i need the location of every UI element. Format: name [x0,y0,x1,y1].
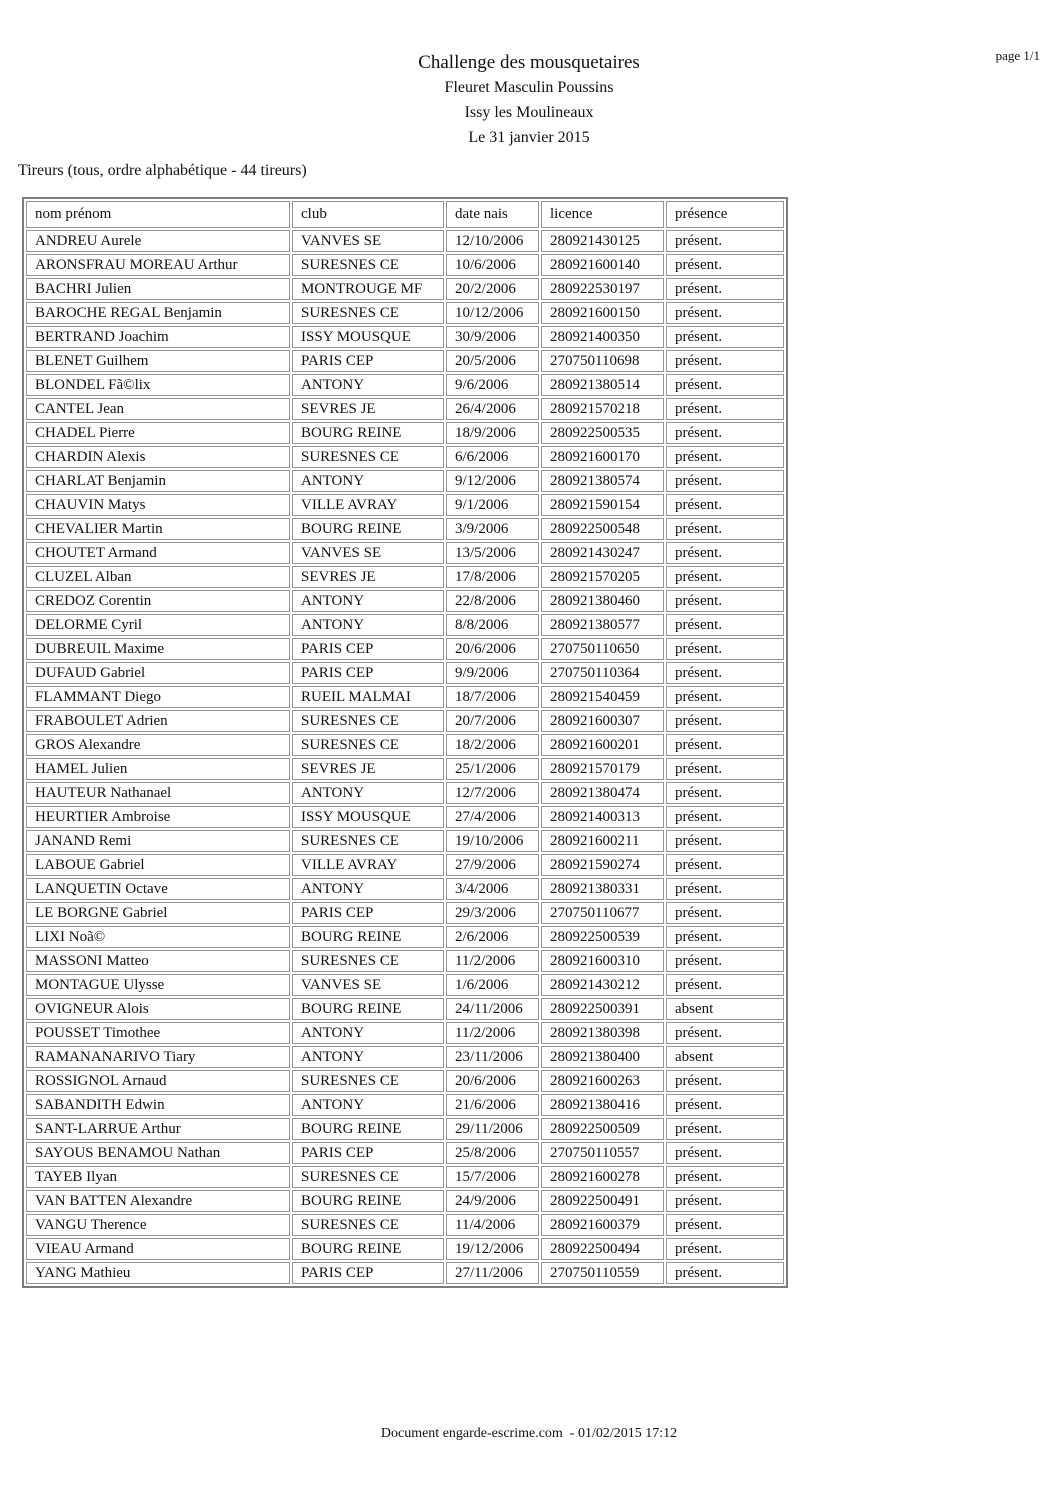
table-row [26,326,784,348]
name-cell: SABANDITH Edwin [26,1094,290,1116]
presence-cell: présent. [666,350,784,372]
name-cell: CHAUVIN Matys [26,494,290,516]
presence-cell: présent. [666,278,784,300]
name-cell: LABOUE Gabriel [26,854,290,876]
club-cell: BOURG REINE [292,518,444,540]
birth-cell: 12/10/2006 [446,230,539,252]
table-row [26,974,784,996]
presence-cell: présent. [666,1094,784,1116]
document-subtitle-date: Le 31 janvier 2015 [468,129,590,146]
birth-cell: 24/9/2006 [446,1190,539,1212]
club-cell: VANVES SE [292,230,444,252]
document-subtitle-location: Issy les Moulineaux [464,104,594,121]
table-row [26,902,784,924]
birth-cell: 9/9/2006 [446,662,539,684]
birth-cell: 2/6/2006 [446,926,539,948]
name-cell: VAN BATTEN Alexandre [26,1190,290,1212]
birth-cell: 18/7/2006 [446,686,539,708]
column-header-licence: licence [541,201,664,228]
presence-cell: présent. [666,1022,784,1044]
birth-cell: 22/8/2006 [446,590,539,612]
presence-cell: présent. [666,806,784,828]
table-row [26,302,784,324]
presence-cell: présent. [666,974,784,996]
name-cell: LE BORGNE Gabriel [26,902,290,924]
table-row [26,1214,784,1236]
name-cell: BAROCHE REGAL Benjamin [26,302,290,324]
birth-cell: 9/1/2006 [446,494,539,516]
name-cell: YANG Mathieu [26,1262,290,1284]
club-cell: SURESNES CE [292,830,444,852]
club-cell: SEVRES JE [292,566,444,588]
table-row [26,854,784,876]
club-cell: ANTONY [292,1022,444,1044]
licence-cell: 280922500491 [541,1190,664,1212]
club-cell: ANTONY [292,374,444,396]
birth-cell: 12/7/2006 [446,782,539,804]
birth-cell: 3/9/2006 [446,518,539,540]
name-cell: BLONDEL Fã©lix [26,374,290,396]
birth-cell: 17/8/2006 [446,566,539,588]
birth-cell: 20/5/2006 [446,350,539,372]
licence-cell: 280921400350 [541,326,664,348]
column-header-presence: présence [666,201,784,228]
table-row [26,1166,784,1188]
club-cell: SURESNES CE [292,1214,444,1236]
licence-cell: 280921600150 [541,302,664,324]
licence-cell: 280921590154 [541,494,664,516]
document-subtitle-category: Fleuret Masculin Poussins [444,79,614,96]
name-cell: ANDREU Aurele [26,230,290,252]
birth-cell: 20/2/2006 [446,278,539,300]
name-cell: POUSSET Timothee [26,1022,290,1044]
licence-cell: 280921570218 [541,398,664,420]
presence-cell: présent. [666,734,784,756]
licence-cell: 280922500509 [541,1118,664,1140]
licence-cell: 280921380514 [541,374,664,396]
name-cell: CHOUTET Armand [26,542,290,564]
club-cell: BOURG REINE [292,926,444,948]
table-row [26,446,784,468]
name-cell: GROS Alexandre [26,734,290,756]
column-header-name: nom prénom [26,201,290,228]
club-cell: ANTONY [292,878,444,900]
name-cell: CHEVALIER Martin [26,518,290,540]
name-cell: DUFAUD Gabriel [26,662,290,684]
licence-cell: 280921380331 [541,878,664,900]
club-cell: BOURG REINE [292,998,444,1020]
club-cell: SURESNES CE [292,254,444,276]
licence-cell: 280921600211 [541,830,664,852]
licence-cell: 270750110698 [541,350,664,372]
licence-cell: 280921380577 [541,614,664,636]
table-row [26,230,784,252]
table-row [26,1142,784,1164]
licence-cell: 280922500494 [541,1238,664,1260]
name-cell: HEURTIER Ambroise [26,806,290,828]
birth-cell: 29/11/2006 [446,1118,539,1140]
birth-cell: 27/11/2006 [446,1262,539,1284]
club-cell: PARIS CEP [292,1262,444,1284]
presence-cell: présent. [666,254,784,276]
licence-cell: 280921380474 [541,782,664,804]
table-row [26,350,784,372]
table-row [26,1190,784,1212]
table-row [26,566,784,588]
name-cell: JANAND Remi [26,830,290,852]
licence-cell: 280921600310 [541,950,664,972]
club-cell: ANTONY [292,1046,444,1068]
birth-cell: 1/6/2006 [446,974,539,996]
club-cell: SURESNES CE [292,710,444,732]
licence-cell: 280921600170 [541,446,664,468]
presence-cell: présent. [666,614,784,636]
table-row [26,398,784,420]
presence-cell: présent. [666,662,784,684]
table-row [26,710,784,732]
birth-cell: 30/9/2006 [446,326,539,348]
table-row [26,1070,784,1092]
table-row [26,782,784,804]
birth-cell: 9/12/2006 [446,470,539,492]
presence-cell: présent. [666,950,784,972]
licence-cell: 280921400313 [541,806,664,828]
club-cell: BOURG REINE [292,422,444,444]
licence-cell: 280921430212 [541,974,664,996]
licence-cell: 270750110557 [541,1142,664,1164]
club-cell: SEVRES JE [292,758,444,780]
licence-cell: 270750110677 [541,902,664,924]
presence-cell: présent. [666,1190,784,1212]
club-cell: BOURG REINE [292,1238,444,1260]
presence-cell: présent. [666,590,784,612]
name-cell: BLENET Guilhem [26,350,290,372]
birth-cell: 9/6/2006 [446,374,539,396]
table-row [26,422,784,444]
licence-cell: 280922500391 [541,998,664,1020]
name-cell: BACHRI Julien [26,278,290,300]
licence-cell: 280921600263 [541,1070,664,1092]
table-row [26,758,784,780]
name-cell: OVIGNEUR Alois [26,998,290,1020]
club-cell: SURESNES CE [292,446,444,468]
table-row [26,1238,784,1260]
licence-cell: 280921590274 [541,854,664,876]
club-cell: PARIS CEP [292,902,444,924]
page-number: page 1/1 [995,48,1040,63]
presence-cell: présent. [666,854,784,876]
table-row [26,518,784,540]
licence-cell: 280921600278 [541,1166,664,1188]
birth-cell: 27/4/2006 [446,806,539,828]
presence-cell: présent. [666,374,784,396]
birth-cell: 8/8/2006 [446,614,539,636]
table-row [26,1046,784,1068]
name-cell: FLAMMANT Diego [26,686,290,708]
name-cell: SAYOUS BENAMOU Nathan [26,1142,290,1164]
table-row [26,686,784,708]
club-cell: ISSY MOUSQUE [292,806,444,828]
birth-cell: 20/6/2006 [446,638,539,660]
licence-cell: 270750110364 [541,662,664,684]
presence-cell: présent. [666,638,784,660]
name-cell: TAYEB Ilyan [26,1166,290,1188]
birth-cell: 25/1/2006 [446,758,539,780]
name-cell: ROSSIGNOL Arnaud [26,1070,290,1092]
name-cell: MONTAGUE Ulysse [26,974,290,996]
birth-cell: 21/6/2006 [446,1094,539,1116]
birth-cell: 18/9/2006 [446,422,539,444]
name-cell: DUBREUIL Maxime [26,638,290,660]
name-cell: FRABOULET Adrien [26,710,290,732]
birth-cell: 3/4/2006 [446,878,539,900]
club-cell: MONTROUGE MF [292,278,444,300]
club-cell: VANVES SE [292,542,444,564]
presence-cell: présent. [666,470,784,492]
club-cell: ANTONY [292,782,444,804]
presence-cell: présent. [666,1214,784,1236]
name-cell: LANQUETIN Octave [26,878,290,900]
presence-cell: présent. [666,566,784,588]
club-cell: PARIS CEP [292,1142,444,1164]
licence-cell: 280921380400 [541,1046,664,1068]
table-row [26,1022,784,1044]
document-title: Challenge des mousquetaires [418,52,640,73]
birth-cell: 24/11/2006 [446,998,539,1020]
presence-cell: présent. [666,494,784,516]
presence-cell: présent. [666,518,784,540]
licence-cell: 280921430125 [541,230,664,252]
licence-cell: 280922500535 [541,422,664,444]
table-row [26,254,784,276]
table-row [26,1262,784,1284]
table-row [26,950,784,972]
name-cell: VIEAU Armand [26,1238,290,1260]
club-cell: RUEIL MALMAI [292,686,444,708]
club-cell: SURESNES CE [292,1166,444,1188]
column-header-birth: date nais [446,201,539,228]
club-cell: BOURG REINE [292,1190,444,1212]
presence-cell: présent. [666,782,784,804]
presence-cell: présent. [666,1166,784,1188]
name-cell: CHADEL Pierre [26,422,290,444]
club-cell: PARIS CEP [292,350,444,372]
club-cell: SURESNES CE [292,734,444,756]
birth-cell: 13/5/2006 [446,542,539,564]
club-cell: SEVRES JE [292,398,444,420]
presence-cell: absent [666,1046,784,1068]
club-cell: PARIS CEP [292,638,444,660]
club-cell: ANTONY [292,470,444,492]
name-cell: ARONSFRAU MOREAU Arthur [26,254,290,276]
presence-cell: présent. [666,1142,784,1164]
presence-cell: présent. [666,446,784,468]
presence-cell: présent. [666,758,784,780]
licence-cell: 280921380398 [541,1022,664,1044]
name-cell: LIXI Noã© [26,926,290,948]
presence-cell: présent. [666,230,784,252]
club-cell: ANTONY [292,614,444,636]
club-cell: ANTONY [292,590,444,612]
table-row [26,926,784,948]
licence-cell: 280921600140 [541,254,664,276]
name-cell: HAMEL Julien [26,758,290,780]
club-cell: VILLE AVRAY [292,854,444,876]
table-row [26,638,784,660]
table-row [26,374,784,396]
table-header-row [26,201,784,228]
birth-cell: 29/3/2006 [446,902,539,924]
licence-cell: 280921380574 [541,470,664,492]
birth-cell: 15/7/2006 [446,1166,539,1188]
club-cell: SURESNES CE [292,950,444,972]
name-cell: VANGU Therence [26,1214,290,1236]
table-row [26,278,784,300]
presence-cell: présent. [666,1118,784,1140]
birth-cell: 10/6/2006 [446,254,539,276]
presence-cell: présent. [666,1070,784,1092]
birth-cell: 25/8/2006 [446,1142,539,1164]
licence-cell: 280921570205 [541,566,664,588]
table-row [26,590,784,612]
presence-cell: absent [666,998,784,1020]
presence-cell: présent. [666,326,784,348]
table-row [26,1118,784,1140]
table-row [26,662,784,684]
licence-cell: 280922530197 [541,278,664,300]
name-cell: SANT-LARRUE Arthur [26,1118,290,1140]
table-row [26,998,784,1020]
table-row [26,734,784,756]
birth-cell: 27/9/2006 [446,854,539,876]
presence-cell: présent. [666,1238,784,1260]
presence-cell: présent. [666,686,784,708]
licence-cell: 280922500539 [541,926,664,948]
licence-cell: 270750110650 [541,638,664,660]
table-row [26,614,784,636]
name-cell: CLUZEL Alban [26,566,290,588]
birth-cell: 11/4/2006 [446,1214,539,1236]
licence-cell: 270750110559 [541,1262,664,1284]
table-row [26,494,784,516]
footer-text: Document engarde-escrime.com - 01/02/2015 17:12 [380,1426,678,1441]
birth-cell: 6/6/2006 [446,446,539,468]
table-row [26,470,784,492]
birth-cell: 19/12/2006 [446,1238,539,1260]
club-cell: PARIS CEP [292,662,444,684]
birth-cell: 18/2/2006 [446,734,539,756]
presence-cell: présent. [666,878,784,900]
name-cell: MASSONI Matteo [26,950,290,972]
birth-cell: 11/2/2006 [446,1022,539,1044]
table-row [26,806,784,828]
name-cell: DELORME Cyril [26,614,290,636]
birth-cell: 10/12/2006 [446,302,539,324]
club-cell: SURESNES CE [292,302,444,324]
name-cell: HAUTEUR Nathanael [26,782,290,804]
licence-cell: 280921540459 [541,686,664,708]
name-cell: BERTRAND Joachim [26,326,290,348]
table-row [26,830,784,852]
table-row [26,542,784,564]
licence-cell: 280921380416 [541,1094,664,1116]
birth-cell: 11/2/2006 [446,950,539,972]
presence-cell: présent. [666,1262,784,1284]
birth-cell: 20/6/2006 [446,1070,539,1092]
club-cell: VANVES SE [292,974,444,996]
fencers-table [22,197,788,1288]
licence-cell: 280921600379 [541,1214,664,1236]
licence-cell: 280922500548 [541,518,664,540]
title-block [0,50,1058,150]
name-cell: CHARLAT Benjamin [26,470,290,492]
club-cell: VILLE AVRAY [292,494,444,516]
licence-cell: 280921380460 [541,590,664,612]
birth-cell: 19/10/2006 [446,830,539,852]
presence-cell: présent. [666,926,784,948]
club-cell: SURESNES CE [292,1070,444,1092]
presence-cell: présent. [666,902,784,924]
licence-cell: 280921600307 [541,710,664,732]
name-cell: CHARDIN Alexis [26,446,290,468]
name-cell: CANTEL Jean [26,398,290,420]
presence-cell: présent. [666,710,784,732]
birth-cell: 20/7/2006 [446,710,539,732]
licence-cell: 280921600201 [541,734,664,756]
table-row [26,1094,784,1116]
presence-cell: présent. [666,422,784,444]
club-cell: ANTONY [292,1094,444,1116]
name-cell: RAMANANARIVO Tiary [26,1046,290,1068]
name-cell: CREDOZ Corentin [26,590,290,612]
section-heading: Tireurs (tous, ordre alphabétique - 44 tireurs) [18,162,307,179]
club-cell: BOURG REINE [292,1118,444,1140]
presence-cell: présent. [666,302,784,324]
table-row [26,878,784,900]
licence-cell: 280921430247 [541,542,664,564]
club-cell: ISSY MOUSQUE [292,326,444,348]
column-header-club: club [292,201,444,228]
presence-cell: présent. [666,398,784,420]
presence-cell: présent. [666,542,784,564]
presence-cell: présent. [666,830,784,852]
birth-cell: 23/11/2006 [446,1046,539,1068]
birth-cell: 26/4/2006 [446,398,539,420]
licence-cell: 280921570179 [541,758,664,780]
